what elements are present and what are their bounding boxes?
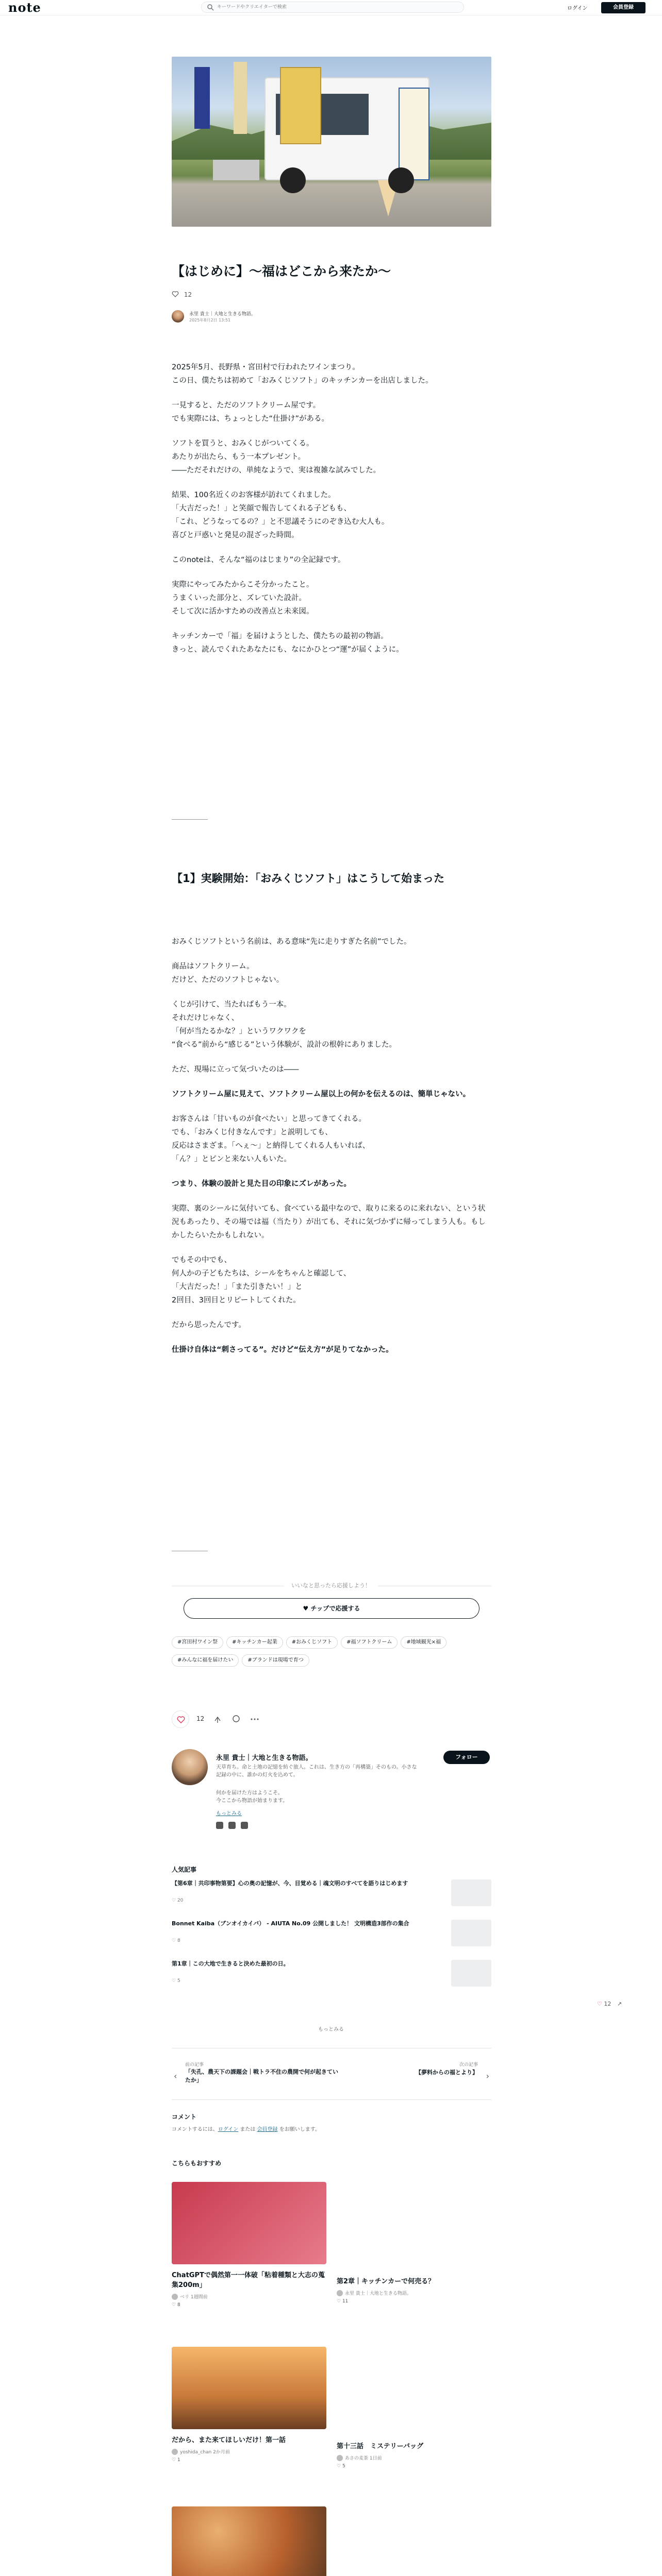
like-count: ♡ 20 (172, 1898, 184, 1903)
section-paragraph: つまり、体験の設計と見た目の印象にズレがあった。 (172, 1180, 351, 1188)
card-thumbnail[interactable] (172, 2347, 326, 2429)
search-icon (207, 4, 214, 11)
popular-more-link[interactable]: もっとみる (318, 2027, 344, 2032)
author-header[interactable] (172, 309, 491, 325)
wheel (280, 167, 306, 193)
card-like-count: ♡ 1 (172, 2458, 180, 2463)
intro-line: そして次に活かすための改善点と未来図。 (172, 607, 314, 616)
section-paragraph: 実際、裏のシールに気付いても、食べている最中なので、取りに来るのに来れない、という状況もあったり、その場では福（当たり）が出ても、それに気づかずに帰ってしまう人も。もしかしたらいたかもしれない。 (172, 1205, 486, 1240)
prev-label: 前の記事 (185, 2062, 204, 2067)
like-button[interactable] (172, 1710, 189, 1728)
avatar (337, 2455, 343, 2461)
note-logo[interactable]: note (8, 0, 41, 15)
author-name[interactable]: 永里 貴士｜大地と生きる物語。 (189, 312, 256, 317)
heart-icon (172, 291, 179, 298)
chevron-right-icon[interactable]: › (486, 2071, 489, 2081)
like-count: 12 (604, 2001, 611, 2007)
comments-heading: コメント (172, 2113, 197, 2121)
intro-line: ソフトを買うと、おみくじがついてくる。 (172, 439, 314, 448)
comments-login-prompt: コメントするには、ログイン または 会員登録 をお願いします。 (172, 2127, 320, 2132)
floating-like[interactable] (597, 2001, 654, 2013)
blue-flag (194, 67, 210, 129)
intro-paragraph (172, 399, 491, 426)
intro-paragraph (172, 361, 491, 387)
section-body (172, 935, 491, 1368)
section-paragraph: ただ、現場に立って気づいたのは―― (172, 1065, 299, 1074)
hashtag-chip[interactable]: #おみくじソフト (286, 1636, 338, 1649)
hashtag-chip[interactable]: #地域観光×福 (401, 1636, 446, 1649)
card-title[interactable]: だから、また来てほしいだけ！第一話 (172, 2436, 286, 2444)
intro-line: でも実際には、ちょっとした“仕掛け”がある。 (172, 415, 329, 423)
tag-list (172, 1636, 491, 1672)
hashtag-chip[interactable]: #キッチンカー起業 (226, 1636, 283, 1649)
recommend-card[interactable] (337, 2435, 491, 2469)
prev-next-nav (172, 2061, 491, 2092)
recommend-card[interactable] (172, 2347, 326, 2463)
intro-paragraph (172, 630, 491, 656)
intro-paragraph (172, 437, 491, 477)
section-paragraph: おみくじソフトという名前は、ある意味“先に走りすぎた名前”でした。 (172, 938, 411, 946)
site-header (0, 0, 662, 15)
card-thumbnail[interactable] (172, 2506, 326, 2576)
intro-line: 結果、100名近くのお客様が訪れてくれました。 (172, 491, 336, 499)
section-heading: 【1】実験開始：「おみくじソフト」はこうして始まった (172, 872, 445, 885)
next-article-link[interactable]: 【夢料からの福とより】 (416, 2069, 478, 2076)
sns-links (216, 1821, 253, 1828)
card-title[interactable]: 第十三話 ミステリーバッグ (337, 2443, 424, 2450)
like-counter[interactable] (172, 291, 192, 300)
hashtag-chip[interactable]: #みんなに福を届けたい (172, 1654, 239, 1667)
card-like-count: ♡ 8 (172, 2302, 180, 2308)
intro-line: きっと、読んでくれたあなたにも、なにかひとつ“運”が届くように。 (172, 646, 404, 654)
follow-button[interactable]: フォロー (443, 1751, 490, 1764)
x-icon[interactable] (228, 1822, 236, 1829)
intro-line: あたりが出たら、もう一本プレゼント。 (172, 453, 306, 461)
intro-line: この日、僕たちは初めて「おみくじソフト」のキッチンカーを出店しました。 (172, 377, 433, 385)
hero-image (172, 57, 491, 227)
card-thumbnail[interactable] (172, 2182, 326, 2264)
author-profile (172, 1749, 491, 1837)
avatar (172, 2294, 178, 2300)
like-count: ♡ 8 (172, 1938, 180, 1943)
author-bio-extra: 何かを届けた方はようこそ。 今ここから物語が始まります。 (216, 1790, 288, 1804)
wheel (388, 167, 414, 193)
hashtag-chip[interactable]: #宮田村ワイン祭 (172, 1636, 223, 1649)
section-paragraph: 商品はソフトクリーム。 だけど、ただのソフトじゃない。 (172, 962, 284, 984)
omikuji-sign (399, 88, 429, 180)
prev-article-link[interactable]: 「失孔、農天下の課題会｜戦トラ不住の農開で何が起きていたか」 (185, 2069, 338, 2083)
divider (172, 819, 208, 820)
section-paragraph: でもその中でも、 何人かの子どもたちは、シールをちゃんと確認して、 「大吉だった！」「また引きたい！」と 2回目、3回目とリピートしてくれた。 (172, 1256, 351, 1304)
intro-line: このnoteは、そんな“福のはじまり”の全記録です。 (172, 556, 345, 564)
thumbnail[interactable] (451, 1879, 491, 1906)
signup-button[interactable]: 会員登録 (601, 2, 646, 13)
yellow-banner (280, 67, 321, 144)
section-paragraph: お客さんは「甘いものが食べたい」と思ってきてくれる。 でも、「おみくじ付きなんです」と説明しても、 反応はさまざま。「へぇ〜」と納得してくれる人もいれば、 「ん？」とピンと来ない人もいた。 (172, 1115, 370, 1163)
intro-line: 「これ、どうなってるの？」と不思議そうにのぞき込む大人も。 (172, 518, 389, 526)
author-bio: 天草育ち。命と土地の記憶を紡ぐ旅人。これは、生き方の「再構築」そのもの。小さな記録の中に、誰かの灯火を込めて。 (216, 1765, 417, 1778)
divider (172, 2099, 491, 2100)
cream-flag (234, 62, 247, 134)
next-label: 次の記事 (459, 2062, 478, 2067)
post-date: 2025年8月2日 13:51 (189, 318, 231, 323)
author-name[interactable]: 永里 貴士｜大地と生きる物語。 (216, 1754, 312, 1762)
section-paragraph: だから思ったんです。 (172, 1321, 246, 1329)
card-author[interactable]: あさの麦茶 1日前 (337, 2454, 491, 2462)
support-label: いいなと思ったら応援しよう！ (0, 1581, 662, 1589)
popular-title[interactable]: 【第6章｜共印事物第要】心の奥の記憶が、今、目覚める｜魂文明のすべてを語りはじめます (172, 1880, 408, 1887)
thumbnail[interactable] (451, 1920, 491, 1946)
intro-line: 一見すると、ただのソフトクリーム屋です。 (172, 401, 321, 410)
intro-paragraph (172, 553, 491, 567)
heart-icon (177, 1716, 185, 1723)
like-count: 12 (196, 1715, 205, 1722)
recommend-card[interactable] (337, 2270, 491, 2304)
hashtag-chip[interactable]: #ブランドは現場で育つ (242, 1654, 309, 1667)
search-input[interactable] (217, 3, 459, 11)
like-count: 12 (184, 291, 192, 298)
section-paragraph: くじが引けて、当たればもう一本。 それだけじゃなく、 「何が当たるかな？」というワクワクを “食べる”前から“感じる”という体験が、設計の根幹にありました。 (172, 1001, 397, 1049)
card-like-count: ♡ 11 (337, 2299, 349, 2304)
chevron-left-icon[interactable]: ‹ (174, 2071, 177, 2081)
like-count: ♡ 5 (172, 1978, 180, 1984)
intro-line: うまくいった部分と、ズレていた設計。 (172, 594, 306, 602)
intro-line: 「大吉だった！」と笑顔で報告してくれる子どもも、 (172, 504, 351, 513)
comment-icon[interactable] (231, 1715, 241, 1724)
signup-link[interactable]: 会員登録 (257, 2127, 278, 2132)
avatar (172, 2449, 178, 2455)
recommend-heading: こちらもおすすめ (172, 2160, 222, 2167)
thumbnail[interactable] (451, 1960, 491, 1987)
heart-icon: ♡ (597, 2001, 602, 2007)
table (213, 160, 259, 180)
popular-item[interactable] (172, 1879, 491, 1909)
recommend-card[interactable] (172, 2182, 326, 2308)
intro-line: ――ただそれだけの、単純なようで、実は複雑な試みでした。 (172, 466, 381, 474)
recommend-card[interactable] (172, 2506, 326, 2576)
article-intro (172, 361, 491, 668)
article-actions (172, 1710, 491, 1731)
card-author[interactable]: 永里 貴士｜大地と生きる物語。 (337, 2290, 491, 2297)
intro-line: キッチンカーで「福」を届けようとした、僕たちの最初の物語。 (172, 632, 388, 640)
intro-paragraph (172, 578, 491, 618)
popular-item[interactable] (172, 1920, 491, 1950)
intro-paragraph (172, 488, 491, 542)
popular-title[interactable]: 第1章｜この大地で生きると決めた最初の日。 (172, 1960, 289, 1967)
card-author[interactable]: yoshida_chan 2か月前 (172, 2448, 326, 2455)
share-icon[interactable]: ↗ (617, 2001, 622, 2007)
hashtag-chip[interactable]: #福ソフトクリーム (341, 1636, 398, 1649)
article-title: 【はじめに】〜福はどこから来たか〜 (172, 264, 391, 279)
popular-title[interactable]: Bonnet Kaiba（ブンオイカイバ） - AIUTA No.09 公開しました！ 文明構造3部作の集合 (172, 1920, 409, 1927)
see-more-link[interactable]: もっとみる (216, 1811, 242, 1817)
card-title[interactable]: ChatGPTで偶然第一一体破「粘着種類と大志の蒐集200m」 (172, 2272, 325, 2289)
section-paragraph: 仕掛け自体は“刺さってる”。だけど“伝え方”が足りてなかった。 (172, 1346, 393, 1354)
instagram-icon[interactable] (216, 1822, 223, 1829)
intro-line: 2025年5月、長野県・宮田村で行われたワインまつり。 (172, 363, 360, 371)
login-link[interactable]: ログイン (567, 6, 588, 11)
share-icon[interactable] (213, 1715, 222, 1724)
tip-button[interactable]: ♥ チップで応援する (184, 1598, 479, 1619)
more-icon[interactable] (250, 1715, 259, 1724)
card-like-count: ♡ 5 (337, 2464, 345, 2469)
card-author[interactable]: ベリ 1週間前 (172, 2293, 326, 2300)
card-title[interactable]: 第2章｜キッチンカーで何売る？ (337, 2278, 435, 2285)
avatar[interactable] (172, 310, 184, 323)
popular-item[interactable] (172, 1960, 491, 1990)
rss-icon[interactable] (241, 1822, 248, 1829)
login-link[interactable]: ログイン (218, 2127, 239, 2132)
popular-heading: 人気記事 (172, 1866, 197, 1873)
intro-line: 実際にやってみたからこそ分かったこと。 (172, 581, 314, 589)
section-paragraph: ソフトクリーム屋に見えて、ソフトクリーム屋以上の何かを伝えるのは、簡単じゃない。 (172, 1090, 471, 1098)
search-bar[interactable] (201, 2, 464, 13)
author-avatar[interactable] (172, 1749, 208, 1785)
avatar (337, 2290, 343, 2296)
intro-line: 喜びと戸惑いと発見の混ざった時間。 (172, 531, 299, 539)
